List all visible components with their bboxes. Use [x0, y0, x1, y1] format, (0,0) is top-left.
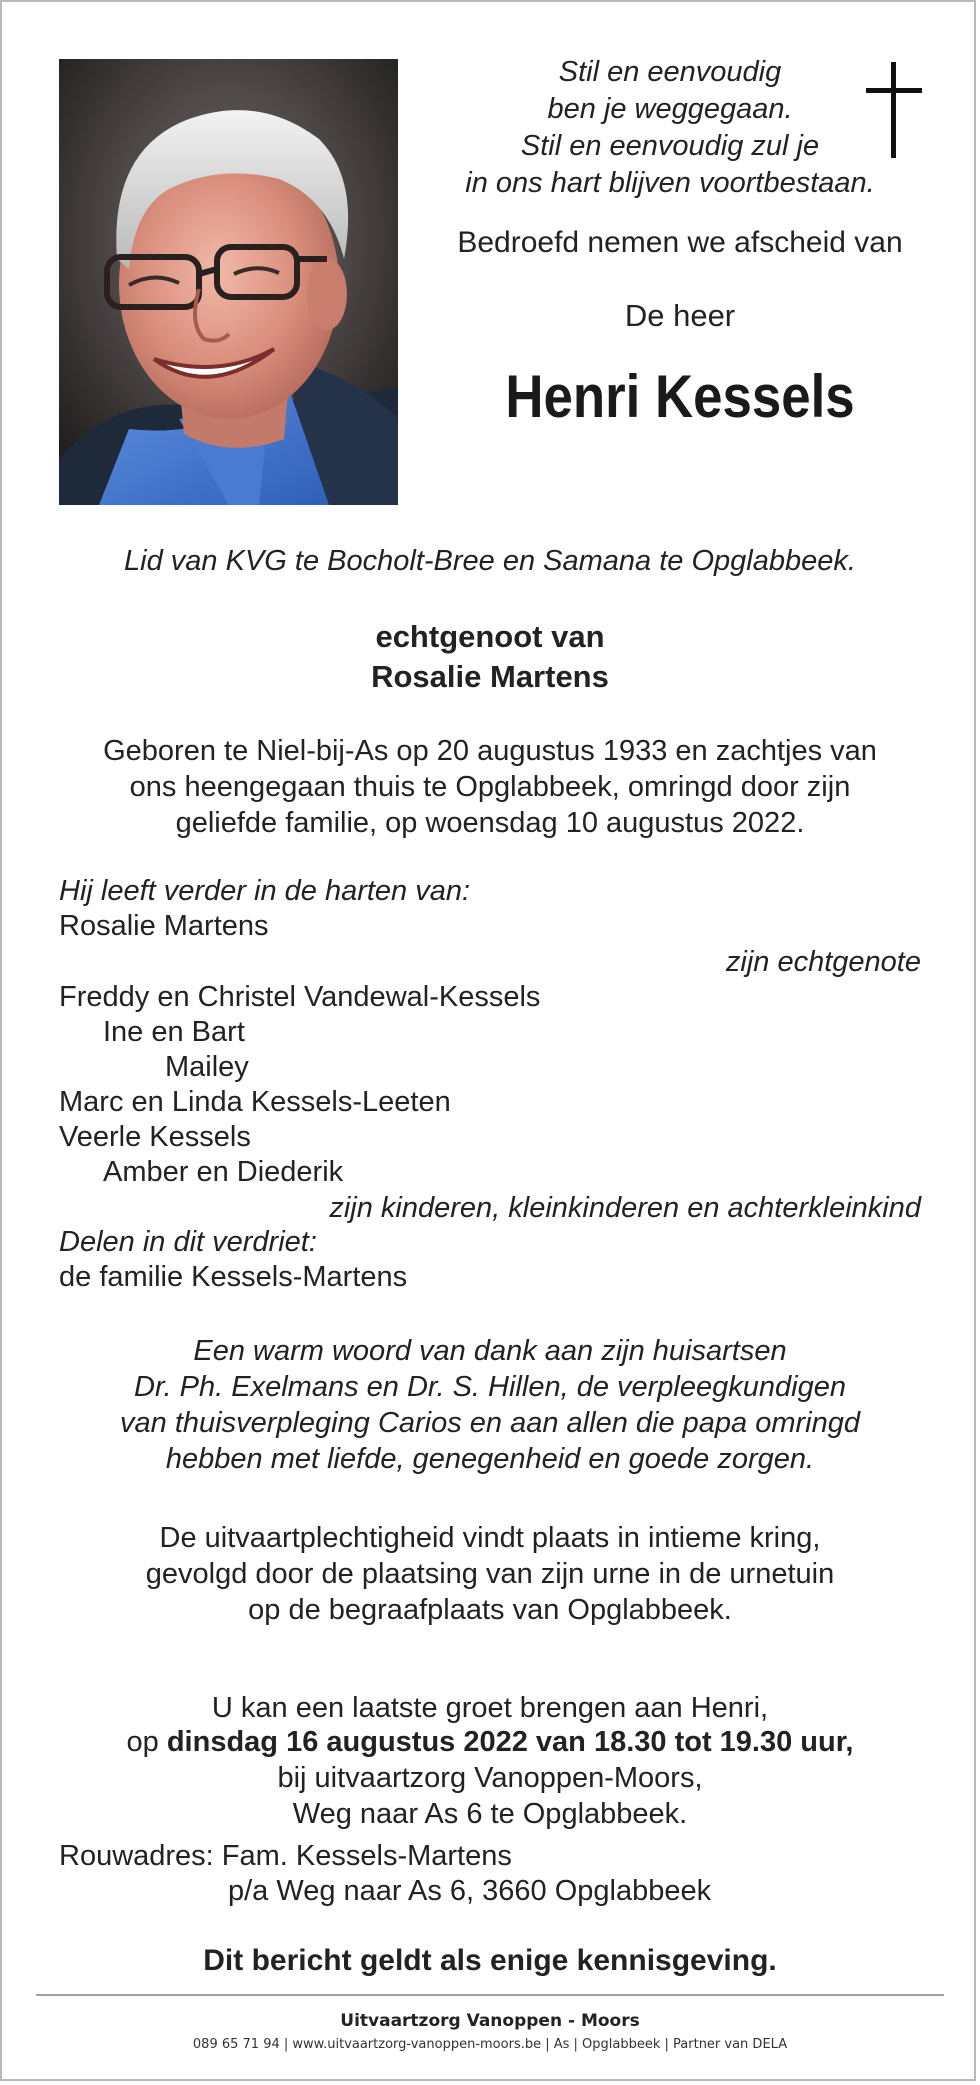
membership-text: Lid van KVG te Bocholt-Bree en Samana te Opglabbeek.	[124, 545, 856, 577]
survivors-heading: Hij leeft verder in de harten van:	[59, 875, 471, 907]
birth-line: Geboren te Niel-bij-As op 20 augustus 1933 en zachtjes van	[103, 735, 877, 767]
address-line: Rouwadres: Fam. Kessels-Martens	[59, 1840, 512, 1872]
footer-info: 089 65 71 94 | www.uitvaartzorg-vanoppen-moors.be | As | Opglabbeek | Partner van DELA	[192, 2037, 788, 2052]
poem	[420, 54, 920, 202]
address-line: p/a Weg naar As 6, 3660 Opglabbeek	[228, 1875, 712, 1907]
portrait-photo	[59, 59, 398, 505]
poem-line: ben je weggegaan.	[547, 93, 793, 125]
visit-date-line	[40, 1724, 940, 1760]
visit-line: Weg naar As 6 te Opglabbeek.	[292, 1798, 688, 1830]
family-member: Amber en Diederik	[103, 1156, 344, 1188]
family-member: Veerle Kessels	[59, 1121, 251, 1153]
ceremony-line: gevolgd door de plaatsing van zijn urne in de urnetuin	[145, 1558, 835, 1590]
thanks-line: van thuisverpleging Carios en aan allen die papa omringd	[120, 1407, 860, 1439]
deceased-name: Henri Kessels	[505, 363, 855, 430]
notice-text: Dit bericht geldt als enige kennisgeving.	[203, 1944, 777, 1977]
poem-line: in ons hart blijven voortbestaan.	[465, 167, 875, 199]
poem-line: Stil en eenvoudig	[558, 56, 782, 88]
family-member: Freddy en Christel Vandewal-Kessels	[59, 981, 541, 1013]
poem-line: Stil en eenvoudig zul je	[520, 130, 820, 162]
spouse-heading: echtgenoot van	[375, 619, 605, 654]
survivor-spouse-role: zijn echtgenote	[725, 946, 921, 978]
grief-heading: Delen in dit verdriet:	[59, 1226, 317, 1258]
survivor-spouse: Rosalie Martens	[59, 910, 269, 942]
thanks-line: hebben met liefde, genegenheid en goede zorgen.	[165, 1443, 815, 1475]
family-role: zijn kinderen, kleinkinderen en achterkleinkind	[329, 1192, 921, 1224]
footer-divider	[36, 1994, 944, 1996]
thanks-line: Dr. Ph. Exelmans en Dr. S. Hillen, de verpleegkundigen	[134, 1371, 846, 1403]
thanks-line: Een warm woord van dank aan zijn huisartsen	[193, 1335, 787, 1367]
visit-line: U kan een laatste groet brengen aan Henri,	[211, 1692, 769, 1724]
visit-line: bij uitvaartzorg Vanoppen-Moors,	[277, 1762, 703, 1794]
visit-prefix: op	[126, 1726, 167, 1758]
family-member: Marc en Linda Kessels-Leeten	[59, 1086, 451, 1118]
birth-line: geliefde familie, op woensdag 10 augustus 2022.	[175, 807, 805, 839]
grief-family: de familie Kessels-Martens	[59, 1261, 408, 1293]
ceremony-line: De uitvaartplechtigheid vindt plaats in intieme kring,	[159, 1522, 821, 1554]
family-member: Mailey	[165, 1051, 249, 1083]
spouse-name: Rosalie Martens	[371, 659, 609, 694]
birth-line: ons heengegaan thuis te Opglabbeek, omringd door zijn	[129, 771, 851, 803]
honorific: De heer	[624, 298, 736, 333]
cross-icon	[864, 62, 924, 158]
visit-date-bold: dinsdag 16 augustus 2022 van 18.30 tot 19.30 uur,	[166, 1726, 854, 1758]
intro-text: Bedroefd nemen we afscheid van	[457, 226, 903, 259]
footer-company: Uitvaartzorg Vanoppen - Moors	[340, 2011, 640, 2031]
family-member: Ine en Bart	[103, 1016, 245, 1048]
ceremony-line: op de begraafplaats van Opglabbeek.	[248, 1594, 732, 1626]
